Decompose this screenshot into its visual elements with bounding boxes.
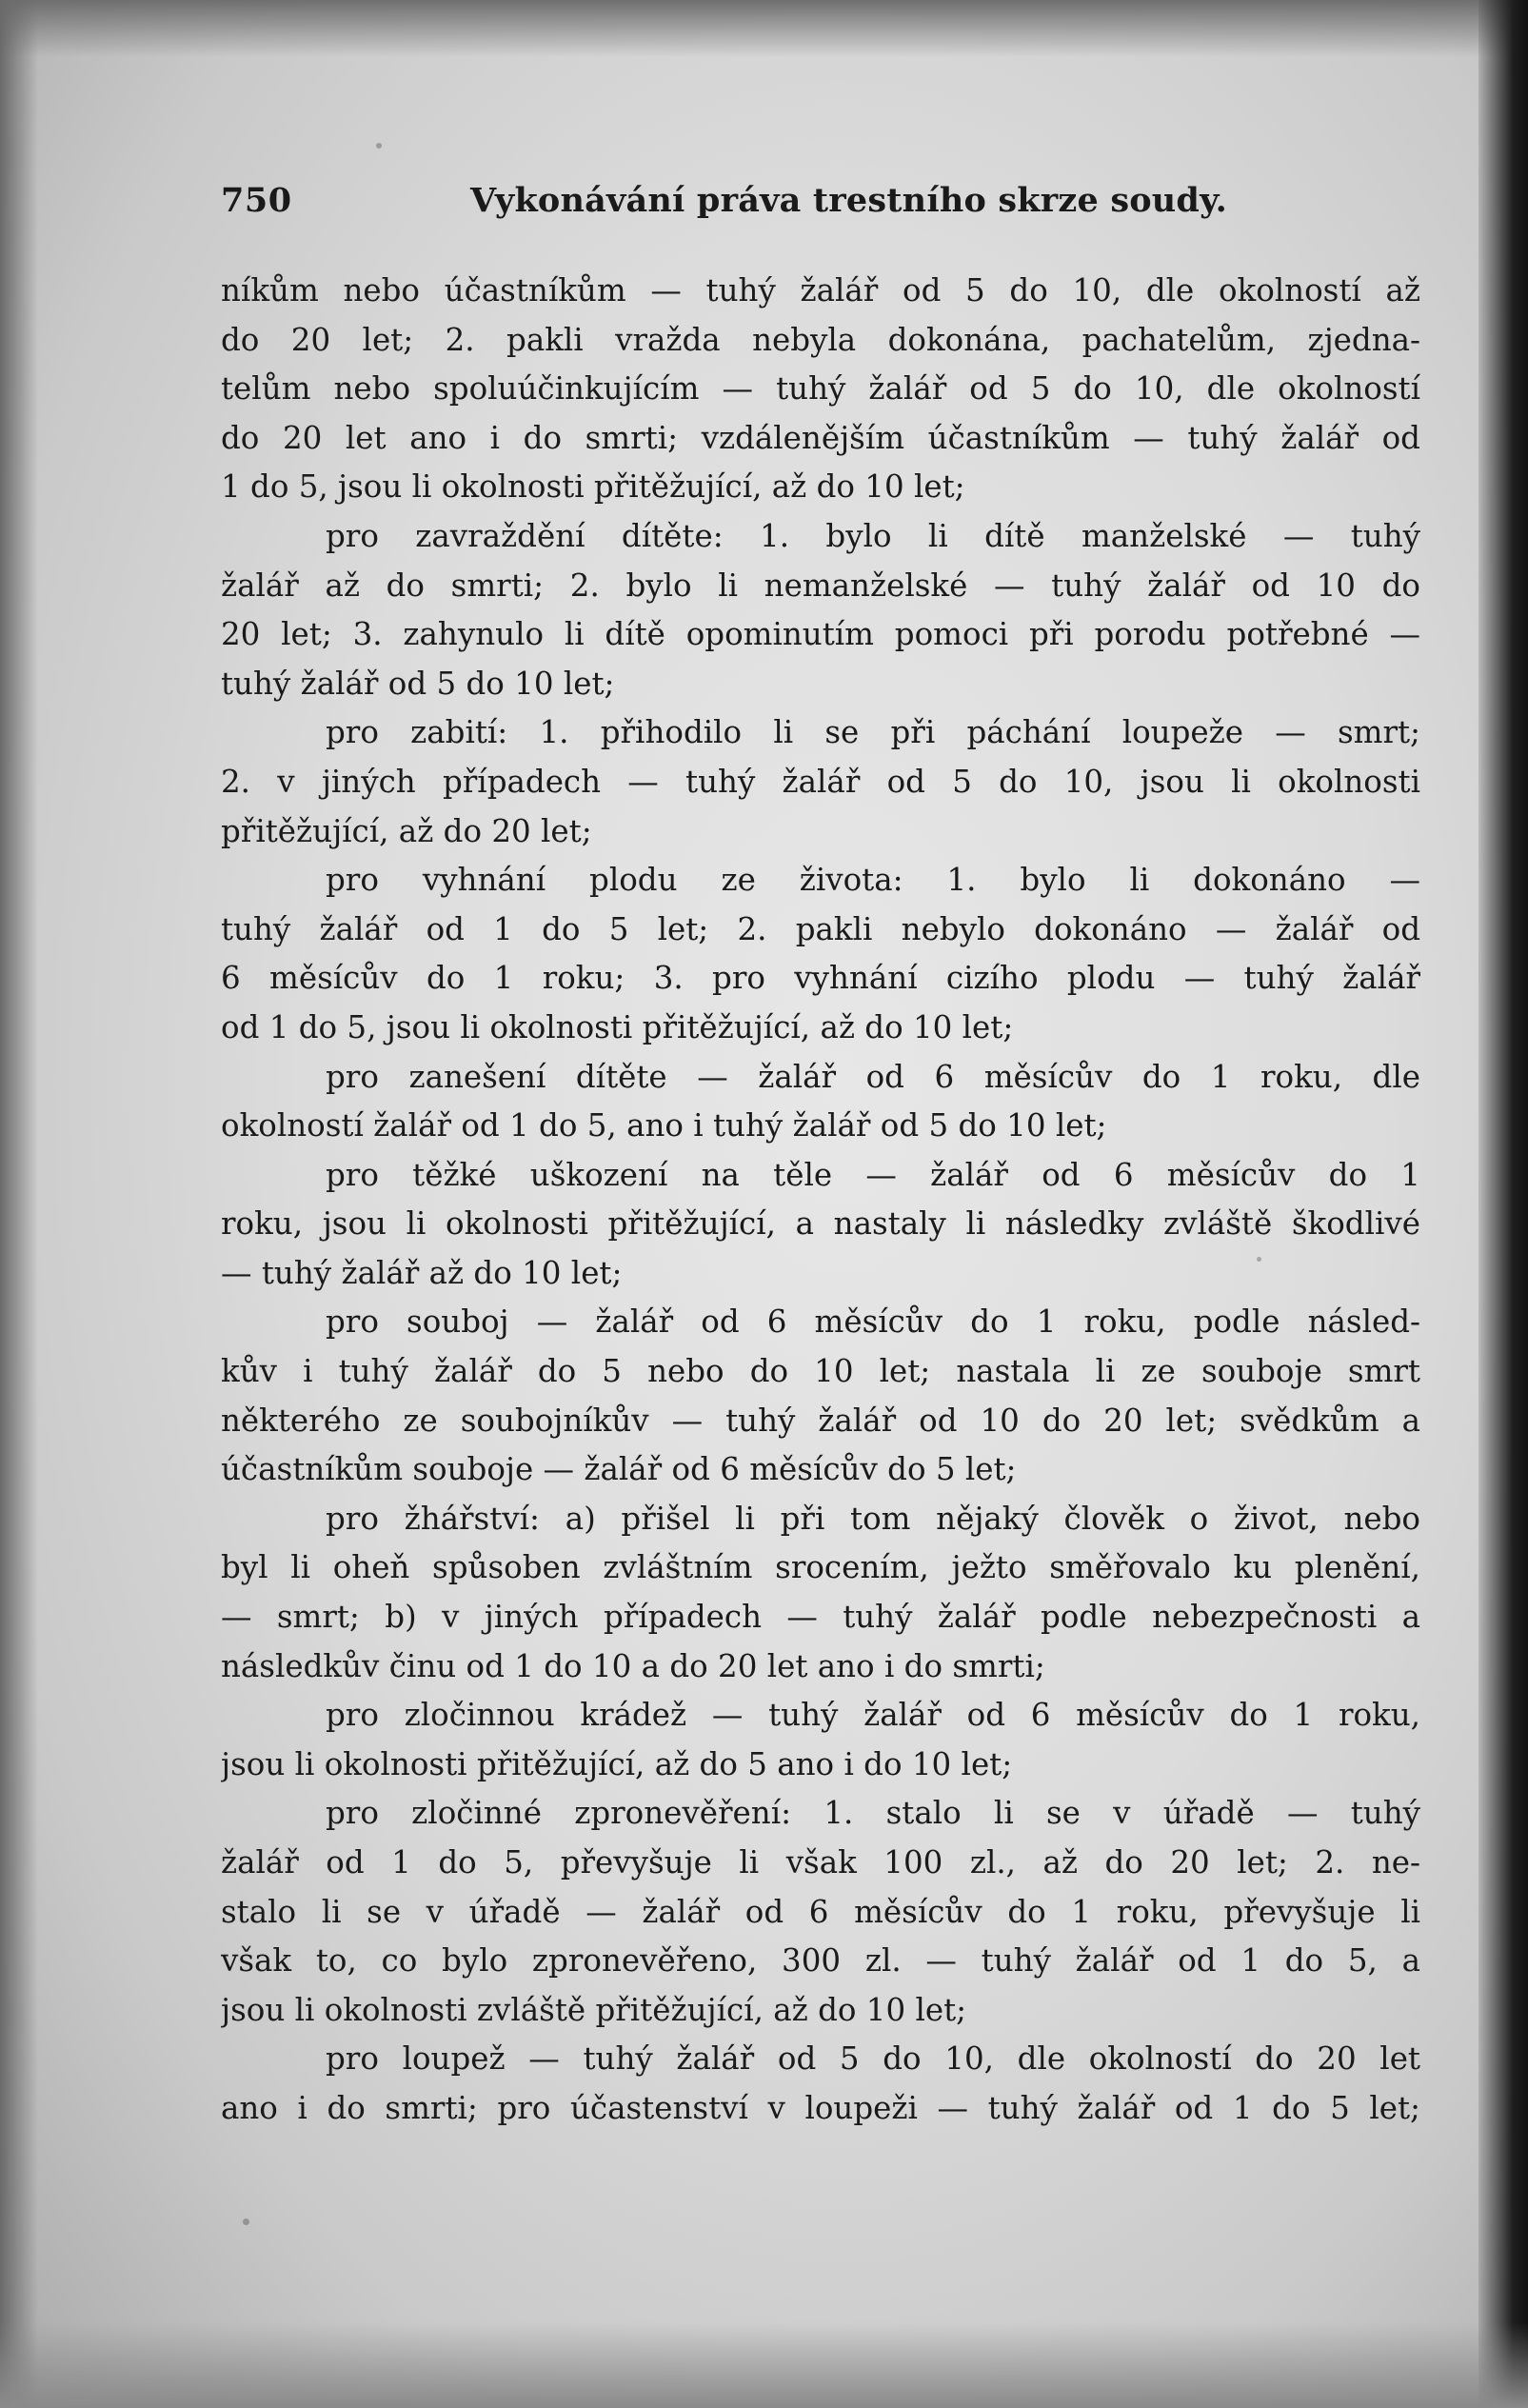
text-line: — smrt; b) v jiných případech — tuhý žalář podle nebezpečnosti a (221, 1599, 1420, 1636)
text-line: 2. v jiných případech — tuhý žalář od 5 do 10, jsou li okolnosti (221, 763, 1420, 800)
text-line: přitěžující, až do 20 let; (221, 812, 592, 849)
scan-shadow-right (1478, 0, 1528, 2408)
text-line: byl li oheň spůsoben zvláštním srocením, ježto směřovalo ku plenění, (221, 1549, 1420, 1586)
text-line: okolností žalář od 1 do 5, ano i tuhý žalář od 5 do 10 let; (221, 1107, 1107, 1144)
text-line: následkův činu od 1 do 10 a do 20 let ano i do smrti; (221, 1647, 1045, 1684)
text-line: však to, co bylo zpronevěřeno, 300 zl. — tuhý žalář od 1 do 5, a (221, 1942, 1420, 1980)
text-line: níkům nebo účastníkům — tuhý žalář od 5 do 10, dle okolností až (221, 272, 1420, 308)
text-line: 6 měsícův do 1 roku; 3. pro vyhnání cizího plodu — tuhý žalář (221, 960, 1420, 997)
paragraph-first-line: pro vyhnání plodu ze života: 1. bylo li dokonáno — (326, 862, 1420, 899)
ink-speck (243, 2219, 249, 2225)
text-line: tuhý žalář od 1 do 5 let; 2. pakli nebylo dokonáno — žalář od (221, 910, 1420, 947)
text-line: od 1 do 5, jsou li okolnosti přitěžující, až do 10 let; (221, 1008, 1014, 1045)
text-line: do 20 let; 2. pakli vražda nebyla dokonána, pachatelům, zjedna- (221, 321, 1420, 358)
text-line: účastníkům souboje — žalář od 6 měsícův do 5 let; (221, 1451, 1017, 1488)
body-text (221, 267, 1420, 2134)
text-line: žalář od 1 do 5, převyšuje li však 100 zl., až do 20 let; 2. ne- (221, 1844, 1420, 1881)
paragraph-first-line: pro zavraždění dítěte: 1. bylo li dítě manželské — tuhý (326, 517, 1420, 554)
scan-shadow-top (0, 0, 1528, 57)
book-page (221, 181, 1420, 2134)
paragraph-first-line: pro těžké uškození na těle — žalář od 6 měsícův do 1 (326, 1156, 1420, 1193)
text-line: roku, jsou li okolnosti přitěžující, a nastaly li následky zvláště škodlivé (221, 1205, 1420, 1243)
paragraph-first-line: pro souboj — žalář od 6 měsícův do 1 roku, podle násled- (326, 1304, 1420, 1341)
running-title: Vykonávání práva trestního skrze soudy. (470, 181, 1227, 220)
paragraph-first-line: pro zabití: 1. přihodilo li se při páchání loupeže — smrt; (326, 714, 1420, 751)
ink-speck (376, 143, 382, 149)
text-line: tuhý žalář od 5 do 10 let; (221, 665, 615, 702)
scan-shadow-bottom (0, 2322, 1528, 2408)
page-number: 750 (221, 181, 292, 220)
text-line: ano i do smrti; pro účastenství v loupeži — tuhý žalář od 1 do 5 let; (221, 2089, 1420, 2126)
paragraph-first-line: pro loupež — tuhý žalář od 5 do 10, dle okolností do 20 let (326, 2040, 1420, 2078)
text-line: 20 let; 3. zahynulo li dítě opominutím pomoci při porodu potřebné — (221, 616, 1420, 653)
text-line: do 20 let ano i do smrti; vzdálenějším účastníkům — tuhý žalář od (221, 419, 1420, 456)
text-line: některého ze soubojníkův — tuhý žalář od 10 do 20 let; svědkům a (221, 1402, 1420, 1439)
text-line: telům nebo spoluúčinkujícím — tuhý žalář od 5 do 10, dle okolností (221, 370, 1420, 408)
paragraph-first-line: pro žhářství: a) přišel li při tom nějaký člověk o život, nebo (326, 1500, 1420, 1537)
scan-shadow-left (0, 0, 38, 2408)
text-line: jsou li okolnosti přitěžující, až do 5 ano i do 10 let; (221, 1745, 1013, 1782)
text-line: 1 do 5, jsou li okolnosti přitěžující, až do 10 let; (221, 468, 965, 506)
text-line: jsou li okolnosti zvláště přitěžující, až do 10 let; (221, 1991, 967, 2028)
paragraph-first-line: pro zločinnou krádež — tuhý žalář od 6 měsícův do 1 roku, (326, 1697, 1420, 1734)
text-line: — tuhý žalář až do 10 let; (221, 1254, 623, 1291)
paragraph-first-line: pro zločinné zpronevěření: 1. stalo li se v úřadě — tuhý (326, 1795, 1420, 1832)
paragraph-first-line: pro zanešení dítěte — žalář od 6 měsícův do 1 roku, dle (326, 1058, 1420, 1095)
text-line: kův i tuhý žalář do 5 nebo do 10 let; nastala li ze souboje smrt (221, 1353, 1420, 1390)
text-line: stalo li se v úřadě — žalář od 6 měsícův do 1 roku, převyšuje li (221, 1893, 1420, 1930)
page-header (221, 181, 1420, 238)
text-line: žalář až do smrti; 2. bylo li nemanželské — tuhý žalář od 10 do (221, 567, 1420, 604)
